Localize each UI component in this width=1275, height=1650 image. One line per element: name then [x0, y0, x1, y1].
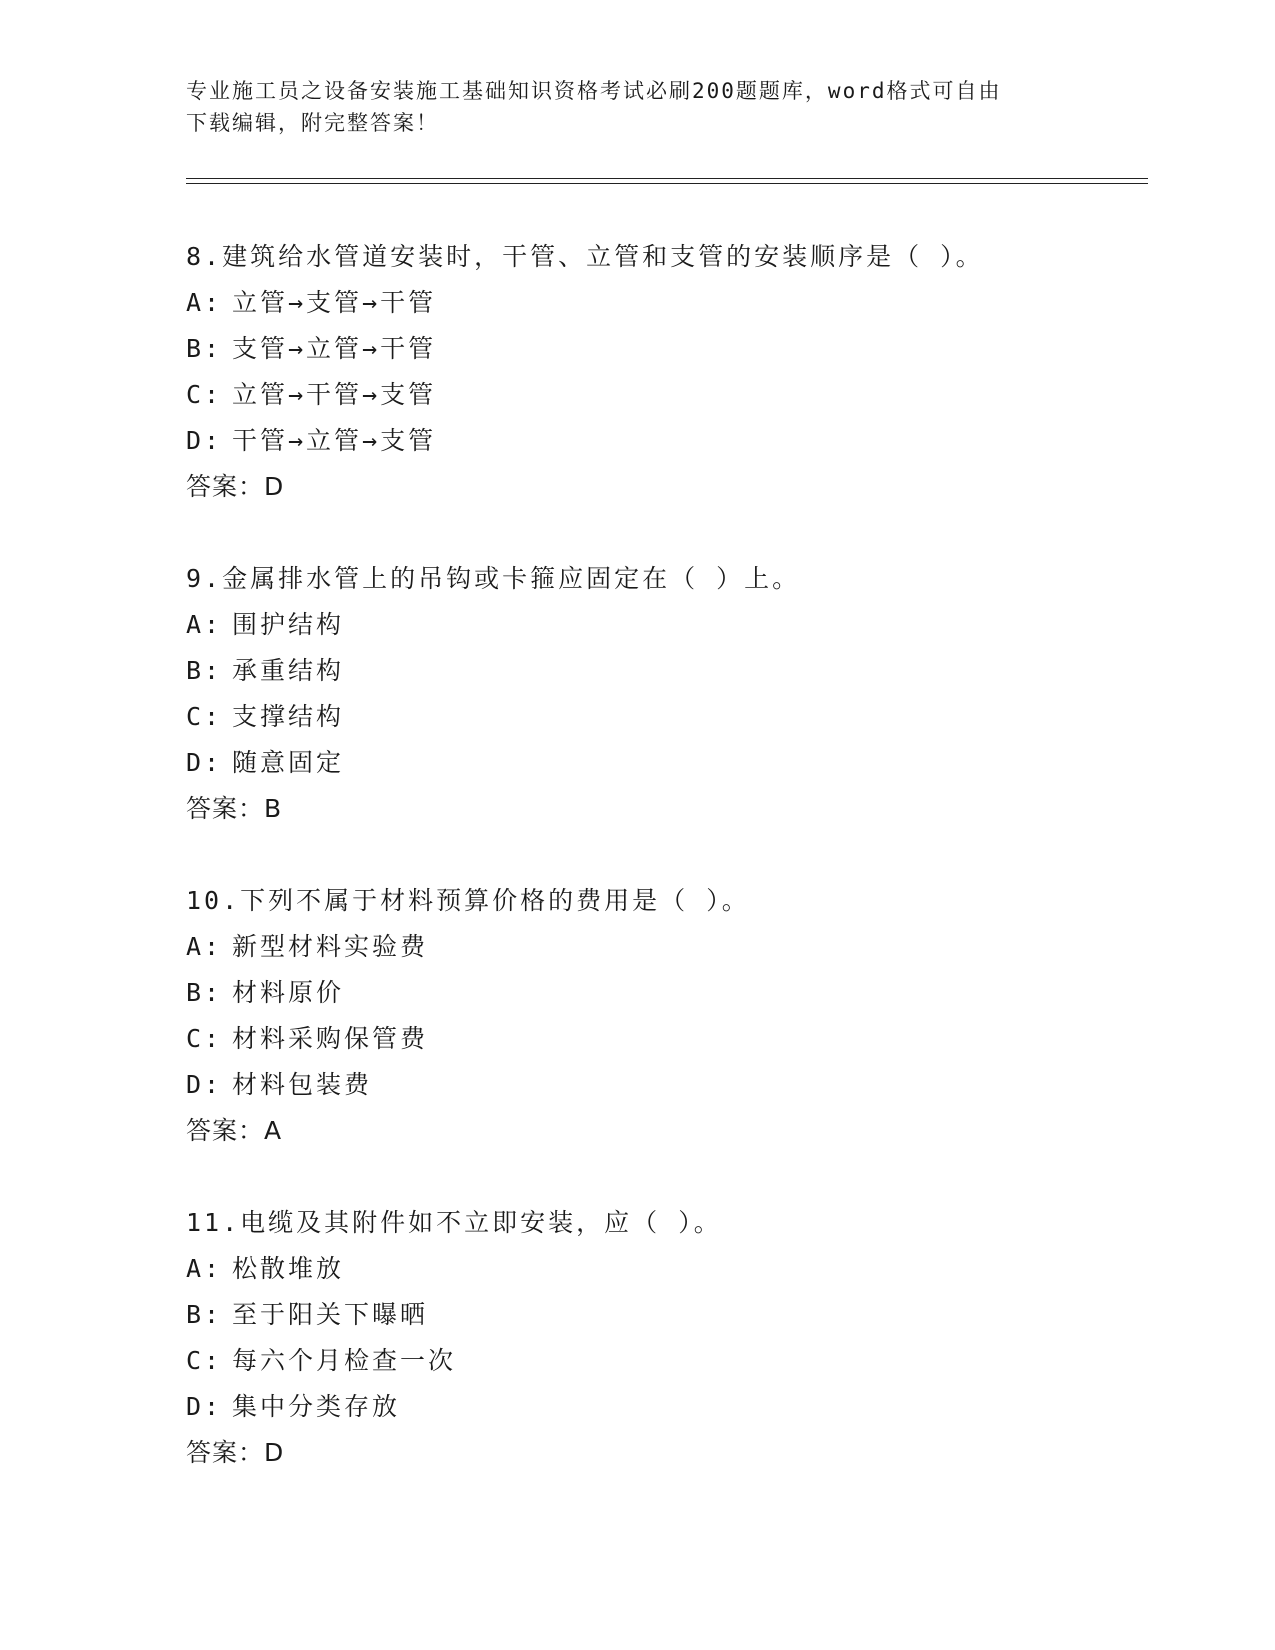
option-text: 至于阳关下曝晒 — [232, 1300, 429, 1329]
answer-line: 答案：B — [186, 794, 283, 823]
question-stem: 10.下列不属于材料预算价格的费用是（ ）。 — [186, 886, 750, 915]
answer-line: 答案：A — [186, 1116, 283, 1145]
option-label: D: — [186, 1392, 223, 1421]
option-b — [186, 648, 1126, 694]
document-header — [186, 75, 1086, 139]
option-d — [186, 740, 1126, 786]
option-text: 材料包装费 — [232, 1070, 373, 1099]
question-block — [186, 556, 1126, 832]
option-label: D: — [186, 426, 223, 455]
question-stem: 9.金属排水管上的吊钩或卡箍应固定在（ ）上。 — [186, 564, 801, 593]
question-block — [186, 234, 1126, 510]
option-label: C: — [186, 1346, 223, 1375]
option-label: B: — [186, 978, 223, 1007]
option-label: D: — [186, 1070, 223, 1099]
header-line-1: 专业施工员之设备安装施工基础知识资格考试必刷200题题库，word格式可自由 — [186, 79, 1002, 103]
header-divider-bottom — [186, 183, 1148, 184]
answer-line: 答案：D — [186, 1438, 285, 1467]
option-c — [186, 694, 1126, 740]
option-label: A: — [186, 610, 223, 639]
option-b — [186, 1292, 1126, 1338]
option-c — [186, 1338, 1126, 1384]
option-b — [186, 970, 1126, 1016]
option-a — [186, 1246, 1126, 1292]
question-stem: 8.建筑给水管道安装时，干管、立管和支管的安装顺序是（ ）。 — [186, 242, 984, 271]
option-d — [186, 1062, 1126, 1108]
option-c — [186, 372, 1126, 418]
question-block — [186, 878, 1126, 1154]
option-label: A: — [186, 1254, 223, 1283]
option-b — [186, 326, 1126, 372]
option-label: B: — [186, 1300, 223, 1329]
question-block — [186, 1200, 1126, 1476]
option-text: 松散堆放 — [232, 1254, 345, 1283]
option-text: 支管→立管→干管 — [232, 334, 437, 363]
option-c — [186, 1016, 1126, 1062]
option-label: B: — [186, 334, 223, 363]
option-text: 每六个月检查一次 — [232, 1346, 457, 1375]
option-text: 随意固定 — [232, 748, 345, 777]
option-a — [186, 602, 1126, 648]
answer-line: 答案：D — [186, 472, 285, 501]
question-stem: 11.电缆及其附件如不立即安装，应（ ）。 — [186, 1208, 722, 1237]
option-text: 材料采购保管费 — [232, 1024, 429, 1053]
option-text: 干管→立管→支管 — [232, 426, 437, 455]
option-label: D: — [186, 748, 223, 777]
option-text: 材料原价 — [232, 978, 345, 1007]
option-label: A: — [186, 288, 223, 317]
option-label: C: — [186, 1024, 223, 1053]
option-text: 立管→支管→干管 — [232, 288, 437, 317]
option-text: 围护结构 — [232, 610, 345, 639]
option-text: 集中分类存放 — [232, 1392, 401, 1421]
header-line-2: 下载编辑，附完整答案！ — [186, 111, 439, 135]
option-text: 支撑结构 — [232, 702, 345, 731]
option-text: 立管→干管→支管 — [232, 380, 437, 409]
option-d — [186, 1384, 1126, 1430]
option-a — [186, 924, 1126, 970]
header-divider-top — [186, 178, 1148, 179]
option-d — [186, 418, 1126, 464]
option-label: C: — [186, 702, 223, 731]
option-label: C: — [186, 380, 223, 409]
option-a — [186, 280, 1126, 326]
option-label: A: — [186, 932, 223, 961]
option-label: B: — [186, 656, 223, 685]
option-text: 新型材料实验费 — [232, 932, 429, 961]
option-text: 承重结构 — [232, 656, 345, 685]
